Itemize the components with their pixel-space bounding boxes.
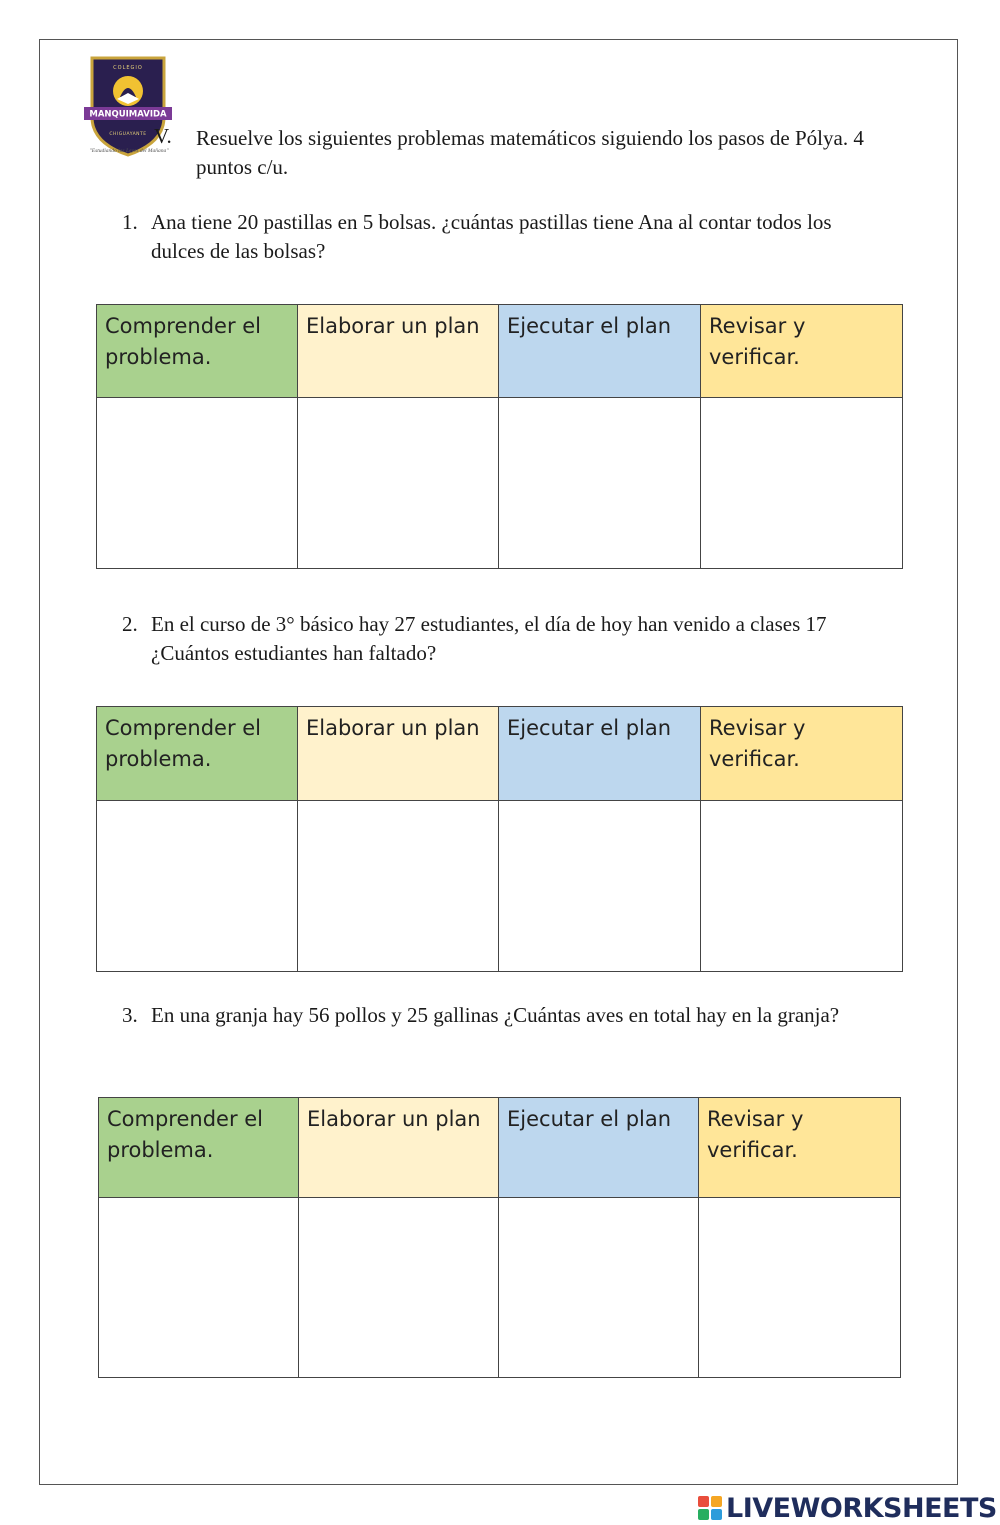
answer-review[interactable] [701, 801, 903, 972]
logo-motto: "Estudiando las Leyes del Mañana" [89, 148, 169, 154]
header-plan: Elaborar un plan [299, 1098, 499, 1198]
problem-3 [122, 1001, 882, 1030]
answer-execute[interactable] [499, 1198, 699, 1378]
logo-bottom-text: CHIGUAYANTE [109, 132, 147, 137]
header-understand: Comprender el problema. [99, 1098, 299, 1198]
answer-understand[interactable] [99, 1198, 299, 1378]
header-execute: Ejecutar el plan [499, 305, 701, 398]
instruction-number: V. [154, 124, 172, 148]
problem-text: En el curso de 3° básico hay 27 estudiantes, el día de hoy han venido a clases 17 ¿Cuántos estudiantes han faltado? [151, 612, 827, 665]
header-plan: Elaborar un plan [298, 707, 499, 801]
polya-table-1 [96, 304, 903, 569]
answer-understand[interactable] [97, 801, 298, 972]
polya-table-2 [96, 706, 903, 972]
answer-review[interactable] [699, 1198, 901, 1378]
polya-table-3 [98, 1097, 901, 1378]
header-understand: Comprender el problema. [97, 707, 298, 801]
header-review: Revisar y verificar. [699, 1098, 901, 1198]
liveworksheets-logo-icon [698, 1496, 722, 1520]
header-understand: Comprender el problema. [97, 305, 298, 398]
header-execute: Ejecutar el plan [499, 707, 701, 801]
header-review: Revisar y verificar. [701, 707, 903, 801]
answer-plan[interactable] [299, 1198, 499, 1378]
logo-school-name: MANQUIMAVIDA [89, 109, 167, 120]
problem-number: 1. [122, 210, 138, 234]
answer-review[interactable] [701, 398, 903, 569]
problem-text: En una granja hay 56 pollos y 25 gallinas ¿Cuántas aves en total hay en la granja? [151, 1003, 840, 1027]
header-plan: Elaborar un plan [298, 305, 499, 398]
answer-plan[interactable] [298, 801, 499, 972]
brand-name: LIVEWORKSHEETS [726, 1492, 997, 1524]
problem-number: 3. [122, 1003, 138, 1027]
problem-1 [122, 208, 882, 266]
answer-execute[interactable] [499, 398, 701, 569]
header-execute: Ejecutar el plan [499, 1098, 699, 1198]
logo-top-text: COLEGIO [113, 65, 143, 71]
problem-2 [122, 610, 882, 668]
problem-number: 2. [122, 612, 138, 636]
answer-understand[interactable] [97, 398, 298, 569]
answer-execute[interactable] [499, 801, 701, 972]
answer-plan[interactable] [298, 398, 499, 569]
instruction-text: Resuelve los siguientes problemas matemáticos siguiendo los pasos de Pólya. 4 puntos c/u. [196, 126, 864, 179]
problem-text: Ana tiene 20 pastillas en 5 bolsas. ¿cuántas pastillas tiene Ana al contar todos los dulces de las bolsas? [151, 210, 832, 263]
header-review: Revisar y verificar. [701, 305, 903, 398]
liveworksheets-brand [698, 1491, 997, 1525]
